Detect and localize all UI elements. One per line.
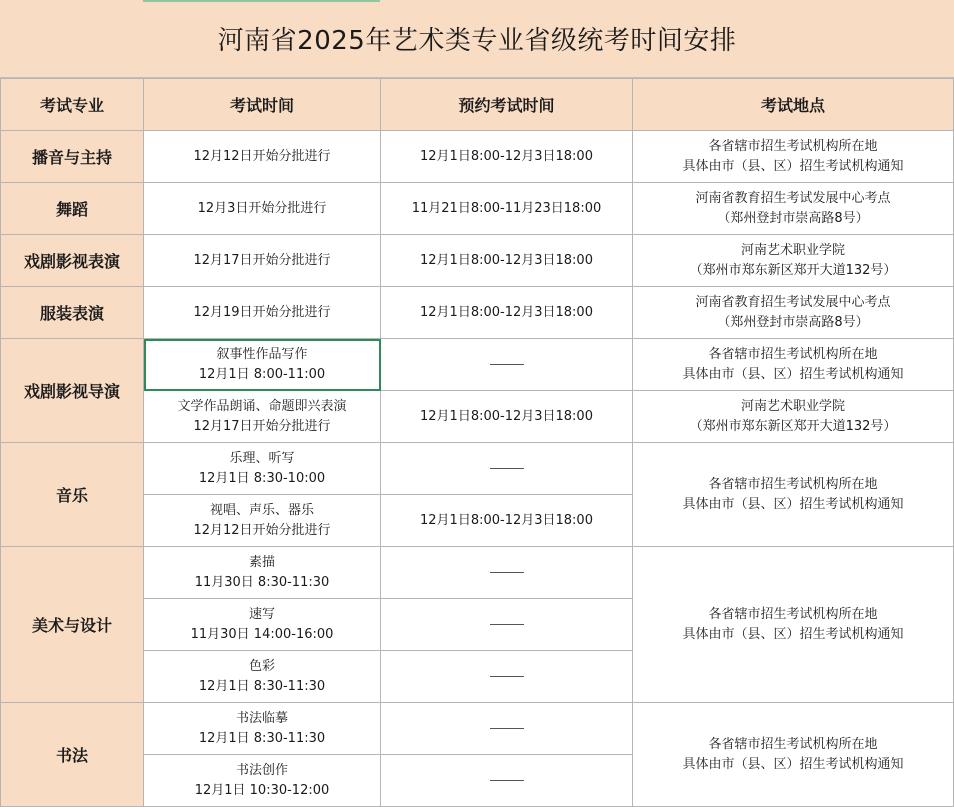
appointment-cell[interactable]: 12月1日8:00-12月3日18:00 bbox=[381, 495, 633, 547]
appointment-cell[interactable] bbox=[381, 547, 633, 599]
empty-dash bbox=[490, 468, 524, 469]
major-cell: 舞蹈 bbox=[1, 183, 144, 235]
appointment-cell[interactable] bbox=[381, 651, 633, 703]
exam-time-cell[interactable] bbox=[144, 235, 381, 287]
location-line: 具体由市（县、区）招生考试机构通知 bbox=[682, 496, 904, 512]
empty-dash bbox=[490, 572, 524, 573]
location-line: 河南艺术职业学院 bbox=[740, 242, 845, 258]
exam-time-cell[interactable] bbox=[144, 443, 381, 495]
location-line: （郑州登封市崇高路8号） bbox=[717, 210, 869, 226]
appointment-cell[interactable]: 12月1日8:00-12月3日18:00 bbox=[381, 131, 633, 183]
appointment-cell[interactable] bbox=[381, 599, 633, 651]
location-cell[interactable] bbox=[633, 703, 954, 807]
table-row bbox=[1, 235, 954, 287]
exam-time-cell[interactable] bbox=[144, 703, 381, 755]
appointment-cell[interactable]: 11月21日8:00-11月23日18:00 bbox=[381, 183, 633, 235]
exam-time-text: 11月30日 14:00-16:00 bbox=[190, 626, 334, 642]
exam-time-cell[interactable] bbox=[144, 755, 381, 807]
exam-time-cell[interactable] bbox=[144, 183, 381, 235]
location-line: 具体由市（县、区）招生考试机构通知 bbox=[682, 626, 904, 642]
empty-dash bbox=[490, 624, 524, 625]
exam-subject: 文学作品朗诵、命题即兴表演 bbox=[177, 398, 347, 414]
exam-subject: 速写 bbox=[248, 606, 275, 622]
exam-time-text: 12月12日开始分批进行 bbox=[193, 148, 331, 164]
header-location: 考试地点 bbox=[633, 79, 954, 131]
exam-time-text: 12月1日 8:30-10:00 bbox=[198, 470, 326, 486]
location-line: 河南省教育招生考试发展中心考点 bbox=[695, 190, 891, 206]
exam-time-text: 12月12日开始分批进行 bbox=[193, 522, 331, 538]
appointment-cell[interactable] bbox=[381, 443, 633, 495]
empty-dash bbox=[490, 676, 524, 677]
location-line: 具体由市（县、区）招生考试机构通知 bbox=[682, 756, 904, 772]
exam-time-cell[interactable] bbox=[144, 495, 381, 547]
location-cell[interactable] bbox=[633, 235, 954, 287]
schedule-table bbox=[0, 78, 954, 807]
location-cell[interactable] bbox=[633, 547, 954, 703]
major-cell: 服装表演 bbox=[1, 287, 144, 339]
location-cell[interactable] bbox=[633, 391, 954, 443]
exam-subject: 书法创作 bbox=[235, 762, 288, 778]
exam-time-text: 12月1日 8:30-11:30 bbox=[198, 730, 326, 746]
exam-time-cell[interactable] bbox=[144, 391, 381, 443]
table-row bbox=[1, 391, 954, 443]
location-line: 各省辖市招生考试机构所在地 bbox=[708, 476, 878, 492]
exam-time-cell[interactable] bbox=[144, 131, 381, 183]
empty-dash bbox=[490, 728, 524, 729]
location-line: 各省辖市招生考试机构所在地 bbox=[708, 346, 878, 362]
location-cell[interactable] bbox=[633, 183, 954, 235]
appointment-cell[interactable]: 12月1日8:00-12月3日18:00 bbox=[381, 391, 633, 443]
table-row bbox=[1, 547, 954, 599]
location-line: 各省辖市招生考试机构所在地 bbox=[708, 138, 878, 154]
major-cell: 美术与设计 bbox=[1, 547, 144, 703]
header-major: 考试专业 bbox=[1, 79, 144, 131]
location-line: 河南省教育招生考试发展中心考点 bbox=[695, 294, 891, 310]
exam-time-text: 11月30日 8:30-11:30 bbox=[194, 574, 330, 590]
exam-time-text: 12月19日开始分批进行 bbox=[193, 304, 331, 320]
exam-subject: 书法临摹 bbox=[235, 710, 288, 726]
exam-subject: 素描 bbox=[248, 554, 275, 570]
major-cell: 戏剧影视表演 bbox=[1, 235, 144, 287]
table-row bbox=[1, 703, 954, 755]
header-exam-time: 考试时间 bbox=[144, 79, 381, 131]
page-title: 河南省2025年艺术类专业省级统考时间安排 bbox=[217, 26, 737, 56]
location-line: 具体由市（县、区）招生考试机构通知 bbox=[682, 366, 904, 382]
exam-time-cell[interactable] bbox=[144, 599, 381, 651]
exam-subject: 叙事性作品写作 bbox=[216, 346, 308, 362]
exam-time-text: 12月1日 8:00-11:00 bbox=[198, 366, 326, 382]
exam-time-text: 12月17日开始分批进行 bbox=[193, 252, 331, 268]
location-line: 河南艺术职业学院 bbox=[740, 398, 845, 414]
exam-time-cell[interactable] bbox=[144, 547, 381, 599]
empty-dash bbox=[490, 364, 524, 365]
location-line: （郑州登封市崇高路8号） bbox=[717, 314, 869, 330]
header-row bbox=[1, 79, 954, 131]
exam-time-text: 12月1日 10:30-12:00 bbox=[194, 782, 330, 798]
location-line: （郑州市郑东新区郑开大道132号） bbox=[689, 262, 897, 278]
appointment-cell[interactable] bbox=[381, 755, 633, 807]
major-cell: 音乐 bbox=[1, 443, 144, 547]
table-row bbox=[1, 339, 954, 391]
exam-time-cell[interactable] bbox=[144, 287, 381, 339]
exam-subject: 色彩 bbox=[248, 658, 275, 674]
location-line: 具体由市（县、区）招生考试机构通知 bbox=[682, 158, 904, 174]
location-cell[interactable] bbox=[633, 287, 954, 339]
table-row bbox=[1, 183, 954, 235]
location-cell[interactable] bbox=[633, 131, 954, 183]
exam-time-cell[interactable] bbox=[144, 651, 381, 703]
header-appointment-time: 预约考试时间 bbox=[381, 79, 633, 131]
table-row bbox=[1, 131, 954, 183]
exam-time-text: 12月3日开始分批进行 bbox=[197, 200, 327, 216]
empty-dash bbox=[490, 780, 524, 781]
appointment-cell[interactable] bbox=[381, 703, 633, 755]
exam-time-text: 12月1日 8:30-11:30 bbox=[198, 678, 326, 694]
exam-time-text: 12月17日开始分批进行 bbox=[193, 418, 331, 434]
title-bar bbox=[0, 0, 954, 78]
exam-time-cell[interactable] bbox=[144, 339, 381, 391]
selection-accent bbox=[143, 0, 380, 2]
location-line: （郑州市郑东新区郑开大道132号） bbox=[689, 418, 897, 434]
major-cell: 戏剧影视导演 bbox=[1, 339, 144, 443]
exam-subject: 视唱、声乐、器乐 bbox=[209, 502, 314, 518]
table-row bbox=[1, 443, 954, 495]
appointment-cell[interactable]: 12月1日8:00-12月3日18:00 bbox=[381, 235, 633, 287]
major-cell: 书法 bbox=[1, 703, 144, 807]
location-line: 各省辖市招生考试机构所在地 bbox=[708, 736, 878, 752]
appointment-cell[interactable]: 12月1日8:00-12月3日18:00 bbox=[381, 287, 633, 339]
table-row bbox=[1, 287, 954, 339]
appointment-cell[interactable] bbox=[381, 339, 633, 391]
location-cell[interactable] bbox=[633, 443, 954, 547]
location-cell[interactable] bbox=[633, 339, 954, 391]
major-cell: 播音与主持 bbox=[1, 131, 144, 183]
exam-subject: 乐理、听写 bbox=[229, 450, 295, 466]
location-line: 各省辖市招生考试机构所在地 bbox=[708, 606, 878, 622]
